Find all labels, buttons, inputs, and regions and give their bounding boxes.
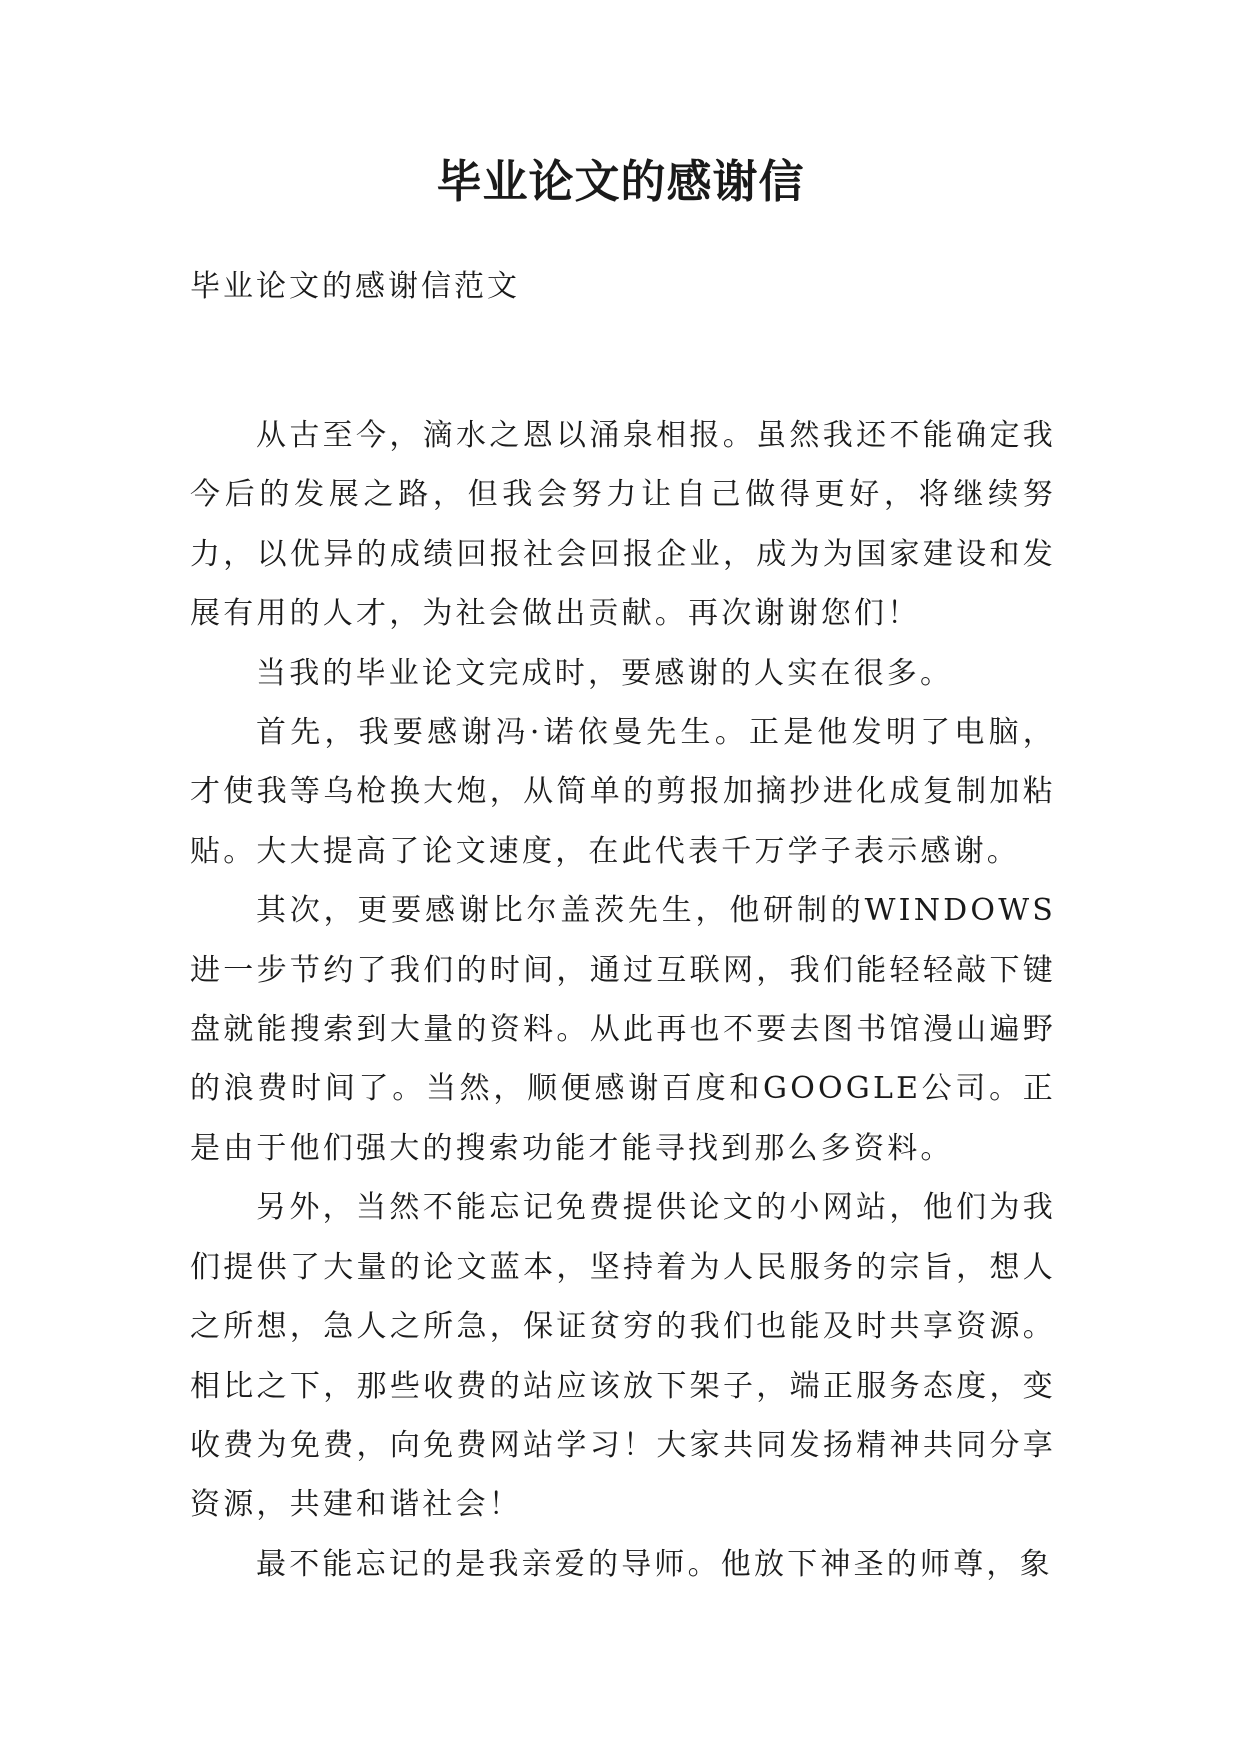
paragraph-5: 另外，当然不能忘记免费提供论文的小网站，他们为我们提供了大量的论文蓝本，坚持着为人民服务的宗旨，想人之所想，急人之所急，保证贫穷的我们也能及时共享资源。相比之下，那些收费的站应该放下架子，端正服务态度，变收费为免费，向免费网站学习！大家共同发扬精神共同分享资源，共建和谐社会！ (190, 1190, 1056, 1523)
paragraph-6: 最不能忘记的是我亲爱的导师。他放下神圣的师尊，象 (256, 1546, 1053, 1582)
document-title: 毕业论文的感谢信 (436, 155, 805, 208)
paragraph-3: 首先，我要感谢冯·诺依曼先生。正是他发明了电脑，才使我等乌枪换大炮，从简单的剪报加摘抄进化成复制加粘贴。大大提高了论文速度，在此代表千万学子表示感谢。 (190, 715, 1056, 869)
paragraph-2: 当我的毕业论文完成时，要感谢的人实在很多。 (256, 655, 954, 691)
document-body (190, 406, 1056, 1594)
paragraph-1: 从古至今，滴水之恩以涌泉相报。虽然我还不能确定我今后的发展之路，但我会努力让自己做得更好，将继续努力，以优异的成绩回报社会回报企业，成为为国家建设和发展有用的人才，为社会做出贡献。再次谢谢您们！ (190, 418, 1056, 632)
document-subtitle: 毕业论文的感谢信范文 (190, 269, 520, 304)
paragraph-4: 其次，更要感谢比尔盖茨先生，他研制的WINDOWS进一步节约了我们的时间，通过互联网，我们能轻轻敲下键盘就能搜索到大量的资料。从此再也不要去图书馆漫山遍野的浪费时间了。当然，顺便感谢百度和GOOGLE公司。正是由于他们强大的搜索功能才能寻找到那么多资料。 (190, 893, 1056, 1166)
